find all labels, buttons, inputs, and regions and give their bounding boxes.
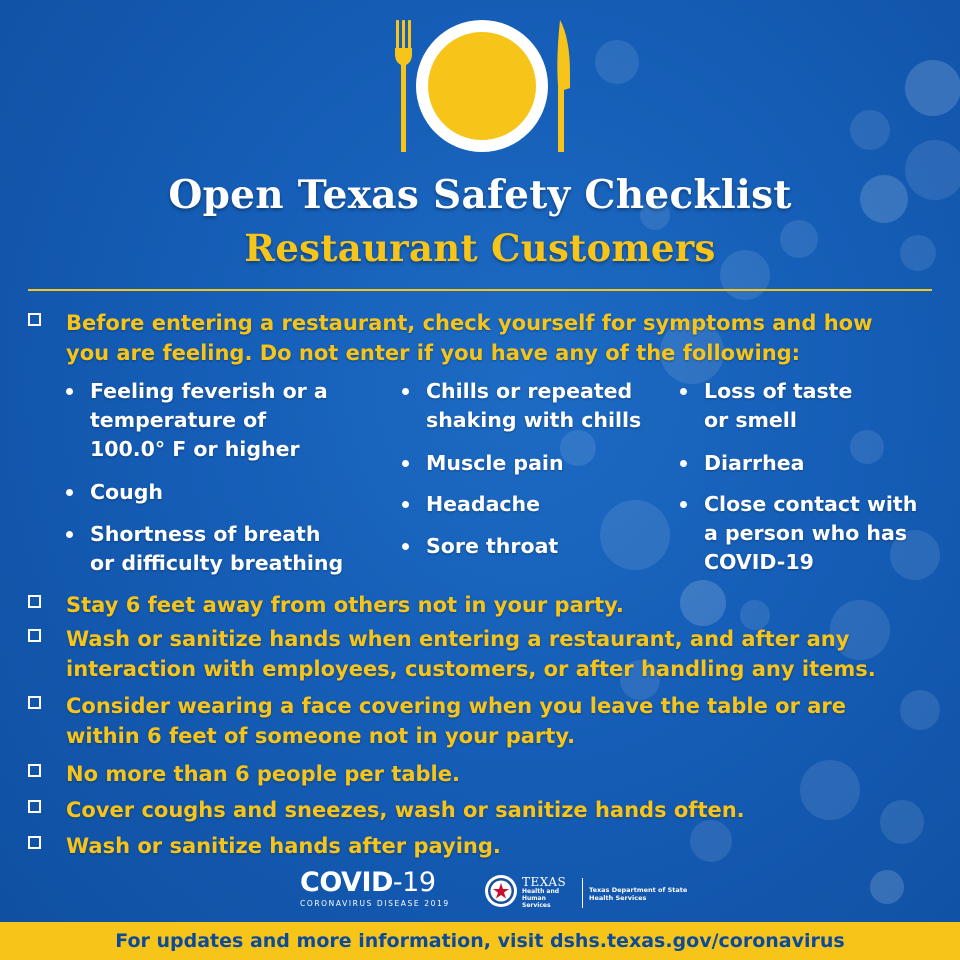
bullet-icon [680,460,687,467]
checkbox-icon [28,764,41,777]
page-title: Open Texas Safety Checklist [168,172,792,218]
bullet-icon [402,543,409,550]
checkbox-icon [28,629,41,642]
page-subtitle: Restaurant Customers [244,226,716,270]
footer-bar [0,922,960,960]
bullet-icon [402,501,409,508]
checklist-item-text: Stay 6 feet away from others not in your party. [66,593,624,617]
checkbox-icon [28,696,41,709]
checklist-item-text: Before entering a restaurant, check yourself for symptoms and how you are feeling. Do not enter if you have any of the following: [66,311,873,365]
checklist-item-text: No more than 6 people per table. [66,762,460,786]
checklist-item-text: Consider wearing a face covering when you leave the table or are within 6 feet of someone not in your party. [66,694,847,748]
covid-19-logo: COVID-19 CORONAVIRUS DISEASE 2019 [300,867,450,908]
texas-seal-icon [484,874,518,908]
fork-plate-knife-icon [392,18,572,158]
title-divider [28,289,932,291]
poster: Open Texas Safety Checklist Restaurant Customers Before entering a restaurant, check yourself for symptoms and how you are feeling. Do not enter if you have any of the following: Feeling feverish or a temperature of 100.0° F or higher Cough Shortness of breath or difficulty breathing Chills or repeated shaking with chills Muscle pain Headache Sore throat Loss of taste or smell Diarrhea Close contact with a person who has COVID-19 Stay 6 feet away from others not in your party. Wash or sanitize hands when entering a restaurant, and after any interaction with employees, customers, or after handling any items. Consider wearing a face covering when you leave the table or are within 6 feet of someone not in your party. No more than 6 people per table. Cover coughs and sneezes, wash or sanitize hands often. Wash or sanitize hands after paying. COVID-19 CORONAVIRUS DISEASE 2019 TEXAS Health and Human Services Texas Department of State Health Services For updates and more information, visit dshs.texas.gov/coronavirus [0,0,960,960]
bullet-icon [680,501,687,508]
checklist-item-text: Wash or sanitize hands when entering a restaurant, and after any interaction with employees, customers, or after handling any items. [66,627,876,681]
checklist-item-text: Wash or sanitize hands after paying. [66,834,501,858]
checkbox-icon [28,800,41,813]
bullet-icon [680,388,687,395]
checkbox-icon [28,836,41,849]
logo-divider [582,878,583,908]
checkbox-icon [28,313,41,326]
bullet-icon [66,388,73,395]
bullet-icon [66,489,73,496]
footer-text: For updates and more information, visit dshs.texas.gov/coronavirus [115,930,845,952]
bullet-icon [402,388,409,395]
checklist-item-text: Cover coughs and sneezes, wash or sanitize hands often. [66,798,745,822]
bullet-icon [402,460,409,467]
checkbox-icon [28,595,41,608]
bullet-icon [66,531,73,538]
